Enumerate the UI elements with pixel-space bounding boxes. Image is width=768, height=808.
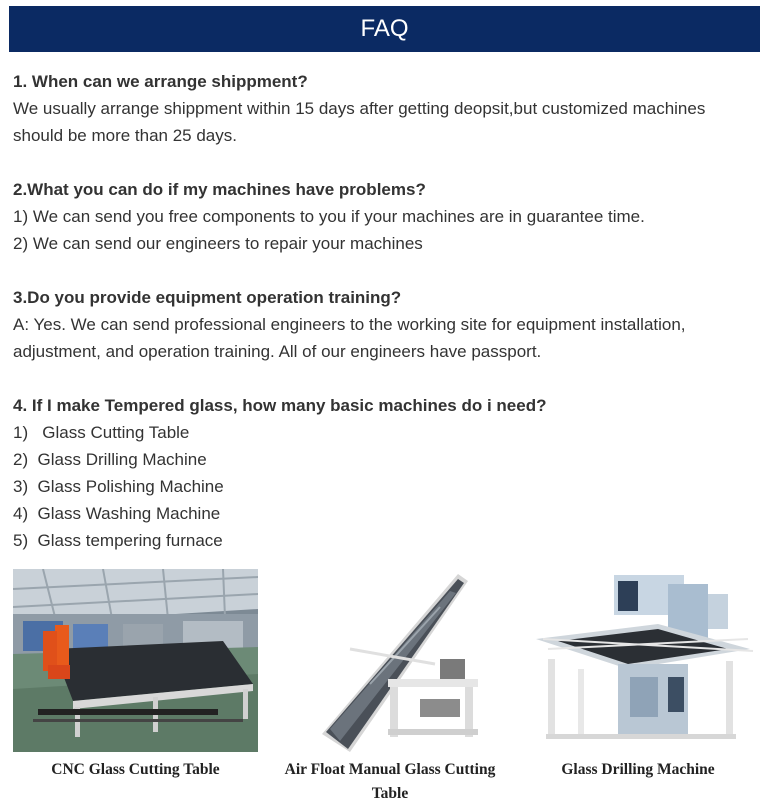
- machine-list-item: 3) Glass Polishing Machine: [13, 477, 224, 496]
- faq-question: 4. If I make Tempered glass, how many basic machines do i need?: [13, 396, 547, 415]
- faq-banner: [9, 6, 760, 52]
- faq-answer-line: We usually arrange shippment within 15 days after getting deopsit,but customized machines: [13, 99, 706, 118]
- product-caption: [270, 758, 510, 806]
- air-float-cutting-table-photo: [270, 569, 510, 752]
- product-caption: CNC Glass Cutting Table: [51, 761, 220, 778]
- faq-question: 3.Do you provide equipment operation training?: [13, 288, 402, 307]
- faq-answer-line: 1) We can send you free components to you if your machines are in guarantee time.: [13, 207, 645, 226]
- cnc-cutting-table-photo: [13, 569, 258, 752]
- faq-answer-line: 2) We can send our engineers to repair your machines: [13, 234, 423, 253]
- machine-list-item: 2) Glass Drilling Machine: [13, 450, 207, 469]
- machine-list-item: 1) Glass Cutting Table: [13, 423, 190, 442]
- faq-item: [13, 392, 758, 554]
- faq-item: [13, 68, 758, 149]
- faq-item: [13, 284, 758, 365]
- glass-drilling-machine-photo: [518, 569, 758, 752]
- faq-question: 1. When can we arrange shippment?: [13, 72, 308, 91]
- faq-answer-line: A: Yes. We can send professional engineers to the working site for equipment installation,: [13, 315, 686, 334]
- faq-answer-line: adjustment, and operation training. All of our engineers have passport.: [13, 342, 542, 361]
- product-gallery: [13, 569, 758, 802]
- faq-item: [13, 176, 758, 257]
- faq-answer-line: should be more than 25 days.: [13, 126, 237, 145]
- faq-title: FAQ: [360, 15, 409, 42]
- product-caption-line: Air Float Manual Glass Cutting: [284, 761, 496, 778]
- faq-question: 2.What you can do if my machines have problems?: [13, 180, 426, 199]
- product-caption: Glass Drilling Machine: [561, 761, 715, 778]
- machine-list-item: 4) Glass Washing Machine: [13, 504, 221, 523]
- faq-content: [13, 68, 758, 554]
- machine-list-item: 5) Glass tempering furnace: [13, 531, 223, 550]
- product-caption-line: Table: [371, 785, 409, 802]
